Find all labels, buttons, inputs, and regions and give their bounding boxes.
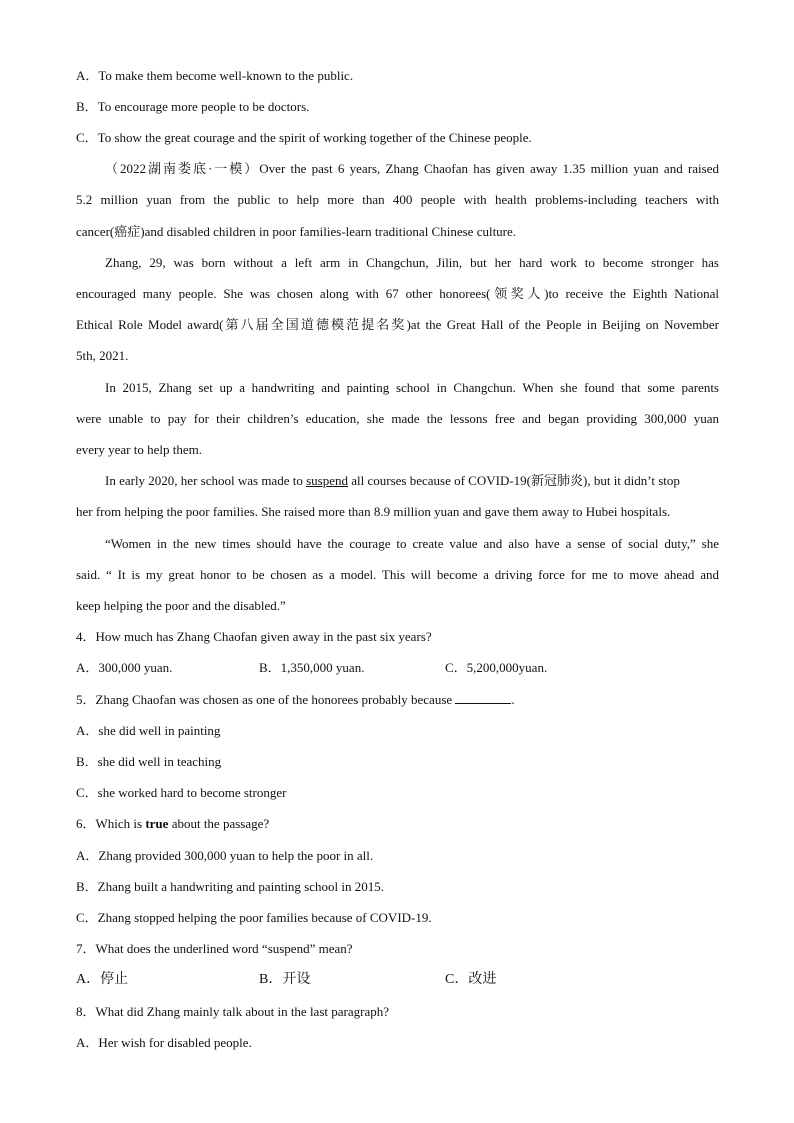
q5-stem-pre: 5．Zhang Chaofan was chosen as one of the honorees probably because <box>76 692 456 707</box>
q4-option-a: A．300,000 yuan. <box>76 660 173 675</box>
p4-line1-pre: In early 2020, her school was made to <box>105 473 307 488</box>
passage-p3-line1: In 2015, Zhang set up a handwriting and painting school in Changchun. When she found that some parents <box>105 380 719 395</box>
q5-option-c: C．she worked hard to become stronger <box>76 785 287 800</box>
q5-answer-blank <box>455 691 511 704</box>
q6-stem-bold: true <box>145 816 169 831</box>
q4-option-b: B．1,350,000 yuan. <box>259 660 365 675</box>
passage-p3-line2: were unable to pay for their children’s education, she made the lessons free and began providing 300,000 yuan <box>76 411 719 426</box>
prev-option-b: B．To encourage more people to be doctors. <box>76 99 310 114</box>
q6-option-c: C．Zhang stopped helping the poor families because of COVID-19. <box>76 910 432 925</box>
passage-p4-line2: her from helping the poor families. She raised more than 8.9 million yuan and gave them away to Hubei hospitals. <box>76 504 671 519</box>
passage-p3-line3: every year to help them. <box>76 442 202 457</box>
q6-option-a: A．Zhang provided 300,000 yuan to help the poor in all. <box>76 848 374 863</box>
p4-line1-post: all courses because of COVID-19(新冠肺炎), but it didn’t stop <box>347 473 680 488</box>
q8-option-a: A．Her wish for disabled people. <box>76 1035 252 1050</box>
q6-stem-pre: 6．Which is <box>76 816 146 831</box>
q6-stem-post: about the passage? <box>168 816 270 831</box>
q7-option-a: A．停止 <box>76 972 129 987</box>
passage-p2-line2: encouraged many people. She was chosen along with 67 other honorees(领奖人)to receive the Eighth National <box>76 286 719 301</box>
passage-p2-line4: 5th, 2021. <box>76 348 129 363</box>
question-4-stem: 4．How much has Zhang Chaofan given away in the past six years? <box>76 629 432 644</box>
q5-stem-post: . <box>511 692 515 707</box>
q5-option-b: B．she did well in teaching <box>76 754 222 769</box>
passage-p4-line1 <box>105 471 719 491</box>
question-8-stem: 8．What did Zhang mainly talk about in the last paragraph? <box>76 1004 389 1019</box>
question-5-stem <box>76 690 719 710</box>
passage-p5-line2: said. “ It is my great honor to be chosen as a model. This will become a driving force for me to move ahead and <box>76 567 719 582</box>
passage-p1-line1: （2022湖南娄底·一模）Over the past 6 years, Zhang Chaofan has given away 1.35 million yuan and raised <box>105 161 719 176</box>
passage-p2-line3: Ethical Role Model award(第八届全国道德模范提名奖)at the Great Hall of the People in Beijing on November <box>76 317 719 332</box>
passage-p2-line1: Zhang, 29, was born without a left arm in Changchun, Jilin, but her hard work to become stronger has <box>105 255 719 270</box>
question-6-stem <box>76 814 719 834</box>
question-7-options <box>76 970 719 990</box>
prev-option-c: C．To show the great courage and the spirit of working together of the Chinese people. <box>76 130 532 145</box>
q6-option-b: B．Zhang built a handwriting and painting school in 2015. <box>76 879 384 894</box>
passage-p1-line3: cancer(癌症)and disabled children in poor families-learn traditional Chinese culture. <box>76 224 517 239</box>
underlined-word-suspend: suspend <box>306 473 348 488</box>
q7-option-c: C．改进 <box>445 972 497 987</box>
q4-option-c: C．5,200,000yuan. <box>445 660 548 675</box>
q5-option-a: A．she did well in painting <box>76 723 221 738</box>
passage-p5-line3: keep helping the poor and the disabled.” <box>76 598 286 613</box>
passage-p1-line2: 5.2 million yuan from the public to help more than 400 people with health problems-including teachers with <box>76 192 719 207</box>
prev-option-a: A．To make them become well-known to the public. <box>76 68 354 83</box>
q7-option-b: B．开设 <box>259 972 311 987</box>
passage-p5-line1: “Women in the new times should have the courage to create value and also have a sense of social duty,” she <box>105 536 719 551</box>
question-4-options <box>76 658 719 678</box>
question-7-stem: 7．What does the underlined word “suspend” mean? <box>76 941 353 956</box>
